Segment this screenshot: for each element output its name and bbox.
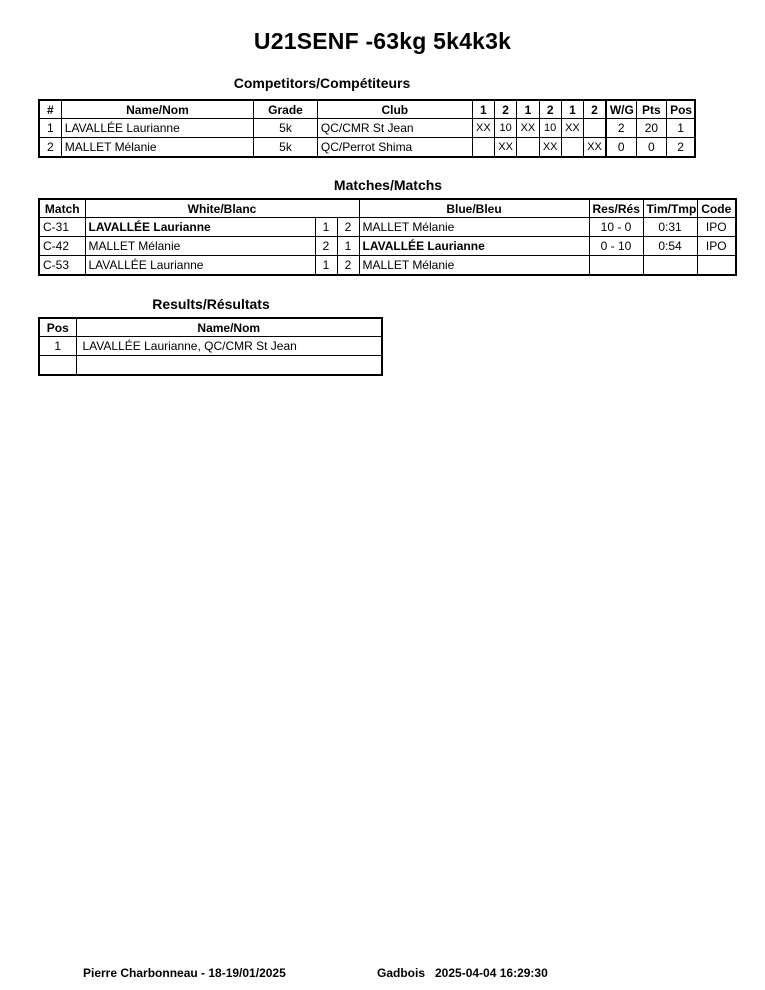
match-row xyxy=(39,256,736,276)
competitor-score-3: XX xyxy=(517,119,539,138)
competitor-score-4: 10 xyxy=(539,119,561,138)
competitor-row xyxy=(39,119,695,138)
competitor-score-2: XX xyxy=(495,138,517,158)
col-num: # xyxy=(39,100,61,119)
match-white-num: 2 xyxy=(315,237,337,256)
match-white: LAVALLÉE Laurianne xyxy=(85,256,315,276)
result-name xyxy=(76,356,382,376)
col-round-6: 2 xyxy=(584,100,606,119)
col-name: Name/Nom xyxy=(61,100,253,119)
col-round-3: 1 xyxy=(517,100,539,119)
matches-table xyxy=(38,198,737,276)
col-result-name: Name/Nom xyxy=(76,318,382,337)
results-heading: Results/Résultats xyxy=(152,296,270,312)
col-round-4: 2 xyxy=(539,100,561,119)
match-white-num: 1 xyxy=(315,218,337,237)
match-blue: MALLET Mélanie xyxy=(359,218,589,237)
results-header-row xyxy=(39,318,382,337)
match-id: C-31 xyxy=(39,218,85,237)
result-pos xyxy=(39,356,76,376)
competitor-grade: 5k xyxy=(254,119,318,138)
col-result-pos: Pos xyxy=(39,318,76,337)
match-blue: MALLET Mélanie xyxy=(359,256,589,276)
match-row xyxy=(39,218,736,237)
col-round-1: 1 xyxy=(472,100,494,119)
result-row xyxy=(39,337,382,356)
col-pos: Pos xyxy=(667,100,695,119)
match-time xyxy=(643,256,697,276)
match-id: C-42 xyxy=(39,237,85,256)
competitor-score-5: XX xyxy=(561,119,583,138)
match-time: 0:31 xyxy=(643,218,697,237)
match-white: MALLET Mélanie xyxy=(85,237,315,256)
footer-event: Pierre Charbonneau - 18-19/01/2025 xyxy=(83,966,286,980)
col-time: Tim/Tmp xyxy=(643,199,697,218)
matches-header-row xyxy=(39,199,736,218)
result-name: LAVALLÉE Laurianne, QC/CMR St Jean xyxy=(76,337,382,356)
match-blue-num: 2 xyxy=(337,218,359,237)
page-title: U21SENF -63kg 5k4k3k xyxy=(253,28,512,54)
match-result: 0 - 10 xyxy=(589,237,643,256)
match-result xyxy=(589,256,643,276)
match-white-num: 1 xyxy=(315,256,337,276)
competitor-score-1: XX xyxy=(472,119,494,138)
col-wg: W/G xyxy=(606,100,636,119)
match-code xyxy=(697,256,736,276)
competitor-row xyxy=(39,138,695,158)
competitor-wg: 0 xyxy=(606,138,636,158)
competitor-pts: 20 xyxy=(636,119,666,138)
col-res: Res/Rés xyxy=(589,199,643,218)
col-grade: Grade xyxy=(254,100,318,119)
competitor-wg: 2 xyxy=(606,119,636,138)
results-table xyxy=(38,317,383,376)
col-pts: Pts xyxy=(636,100,666,119)
match-time: 0:54 xyxy=(643,237,697,256)
competitor-num: 2 xyxy=(39,138,61,158)
competitors-heading: Competitors/Compétiteurs xyxy=(233,75,411,91)
competitor-score-6 xyxy=(584,119,606,138)
match-white: LAVALLÉE Laurianne xyxy=(85,218,315,237)
competitors-header-row xyxy=(39,100,695,119)
col-white: White/Blanc xyxy=(85,199,359,218)
competitor-score-5 xyxy=(561,138,583,158)
competitor-pos: 1 xyxy=(667,119,695,138)
competitor-score-2: 10 xyxy=(495,119,517,138)
competitors-table xyxy=(38,99,696,158)
competitor-pts: 0 xyxy=(636,138,666,158)
col-club: Club xyxy=(317,100,472,119)
col-round-2: 2 xyxy=(495,100,517,119)
col-code: Code xyxy=(697,199,736,218)
competitor-score-3 xyxy=(517,138,539,158)
competitor-grade: 5k xyxy=(254,138,318,158)
col-match: Match xyxy=(39,199,85,218)
competitor-club: QC/CMR St Jean xyxy=(317,119,472,138)
competitor-num: 1 xyxy=(39,119,61,138)
match-id: C-53 xyxy=(39,256,85,276)
match-blue-num: 1 xyxy=(337,237,359,256)
competitor-score-6: XX xyxy=(584,138,606,158)
matches-heading: Matches/Matchs xyxy=(333,177,443,193)
col-round-5: 1 xyxy=(561,100,583,119)
match-code: IPO xyxy=(697,218,736,237)
competitor-score-1 xyxy=(472,138,494,158)
match-row xyxy=(39,237,736,256)
competitor-club: QC/Perrot Shima xyxy=(317,138,472,158)
competitor-name: LAVALLÉE Laurianne xyxy=(61,119,253,138)
competitor-score-4: XX xyxy=(539,138,561,158)
match-blue-num: 2 xyxy=(337,256,359,276)
competitor-pos: 2 xyxy=(667,138,695,158)
match-result: 10 - 0 xyxy=(589,218,643,237)
col-blue: Blue/Bleu xyxy=(359,199,589,218)
result-pos: 1 xyxy=(39,337,76,356)
competitor-name: MALLET Mélanie xyxy=(61,138,253,158)
match-blue: LAVALLÉE Laurianne xyxy=(359,237,589,256)
match-code: IPO xyxy=(697,237,736,256)
footer-timestamp: Gadbois 2025-04-04 16:29:30 xyxy=(377,966,548,980)
result-row xyxy=(39,356,382,376)
